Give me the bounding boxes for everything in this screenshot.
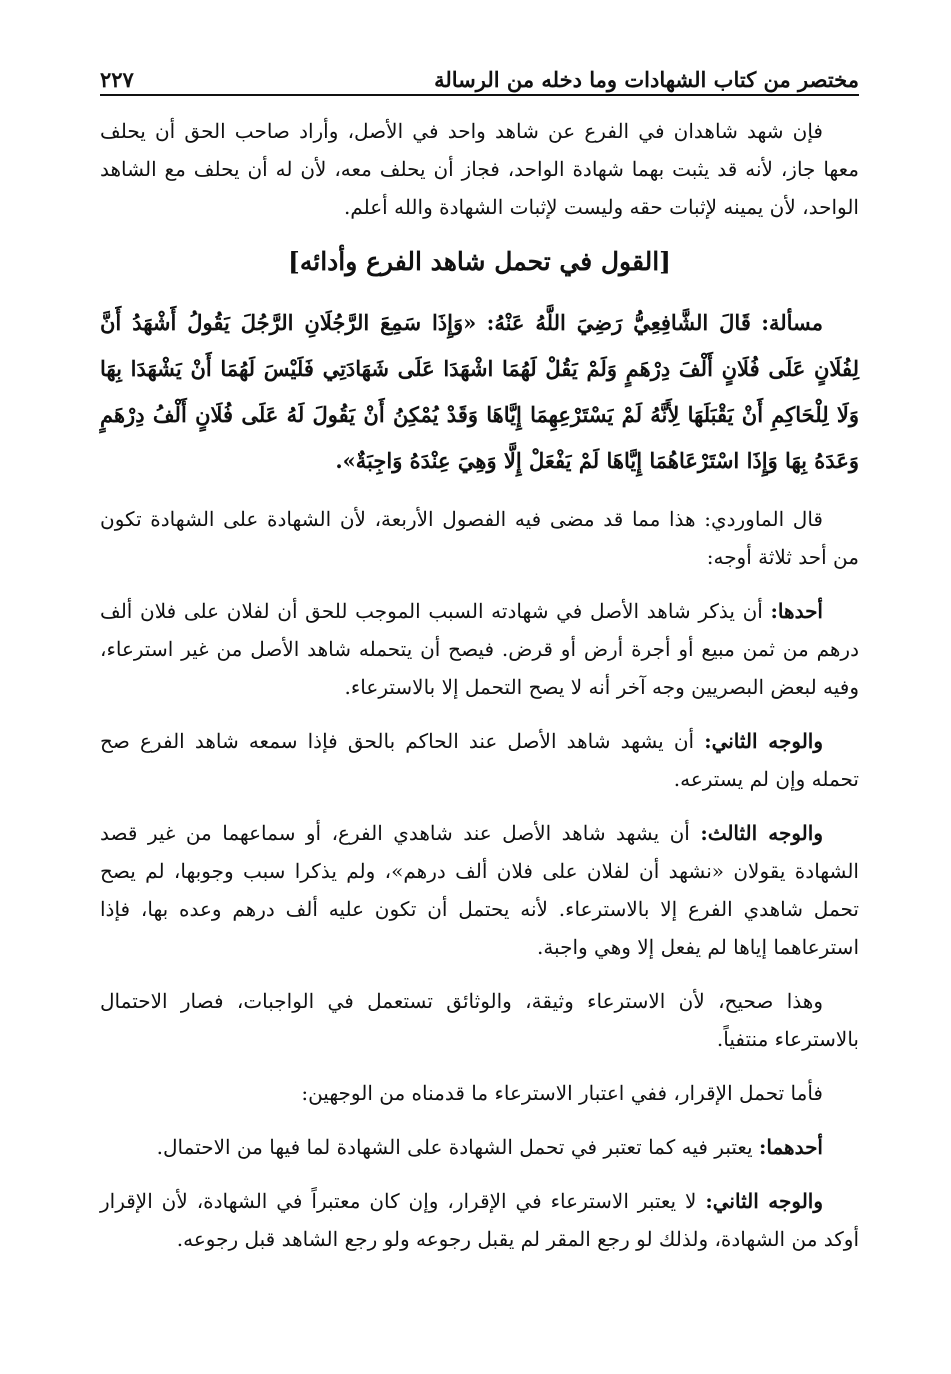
- wajh-2-paragraph: [100, 722, 859, 798]
- wajh-2-text: أن يشهد شاهد الأصل عند الحاكم بالحق فإذا سمعه شاهد الفرع صح تحمله وإن لم يسترعه.: [100, 729, 859, 791]
- masala-paragraph: [100, 300, 859, 484]
- iqrar-1-paragraph: [100, 1128, 859, 1166]
- wajh-1-paragraph: [100, 592, 859, 706]
- page-header: [100, 60, 859, 96]
- wajh-1-text: أن يذكر شاهد الأصل في شهادته السبب الموجب للحق أن لفلان على فلان ألف درهم من ثمن مبيع أو أجرة أرض أو قرض. فيصح أن يتحمله شاهد الأصل من غير استرعاء، وفيه لبعض البصريين وجه آخر أنه لا يصح التحمل إلا بالاسترعاء.: [100, 599, 859, 699]
- masala-quote: «وَإِذَا سَمِعَ الرَّجُلَانِ الرَّجُلَ يَقُولُ أَشْهَدُ أَنَّ لِفُلَانٍ عَلَى فُلَانٍ أَلْفَ دِرْهَمٍ وَلَمْ يَقُلْ لَهُمَا اشْهَدَا عَلَى شَهَادَتِي فَلَيْسَ لَهُمَا أَنْ يَشْهَدَا بِهَا وَلَا لِلْحَاكِمِ أَنْ يَقْبَلَهَا لِأَنَّهُ لَمْ يَسْتَرْعِهِمَا إِيَّاهَا وَقَدْ يُمْكِنُ أَنْ يَقُولَ لَهُ عَلَى فُلَانٍ أَلْفُ دِرْهَمٍ وَعَدَهُ بِهَا وَإِذَا اسْتَرْعَاهُمَا إِيَّاهَا لَمْ يَفْعَلْ إِلَّا وَهِيَ عِنْدَهُ وَاجِبَةٌ».: [100, 310, 859, 473]
- iqrar-2-paragraph: [100, 1182, 859, 1258]
- iqrar-1-text: يعتبر فيه كما تعتبر في تحمل الشهادة على الشهادة لما فيها من الاحتمال.: [156, 1135, 753, 1159]
- iqrar-paragraph: فأما تحمل الإقرار، ففي اعتبار الاسترعاء ما قدمناه من الوجهين:: [301, 1081, 823, 1105]
- iqrar-2-label: والوجه الثاني:: [705, 1189, 824, 1213]
- mawardi-paragraph: قال الماوردي: هذا مما قد مضى فيه الفصول الأربعة، لأن الشهادة على الشهادة تكون من أحد ثلاثة أوجه:: [100, 507, 859, 569]
- wajh-2-label: والوجه الثاني:: [704, 729, 824, 753]
- iqrar-2-text: لا يعتبر الاسترعاء في الإقرار، وإن كان معتبراً في الشهادة، لأن الإقرار أوكد من الشهادة، ولذلك لو رجع المقر لم يقبل رجوعه ولو رجع الشاهد قبل رجوعه.: [100, 1189, 859, 1251]
- masala-speaker: قَالَ الشَّافِعِيُّ رَضِيَ اللَّهُ عَنْهُ:: [486, 310, 751, 335]
- page-number: ٢٢٧: [100, 67, 134, 92]
- wajh-1-label: أحدها:: [770, 599, 823, 623]
- iqrar-1-label: أحدهما:: [758, 1135, 823, 1159]
- paragraph-opening: فإن شهد شاهدان في الفرع عن شاهد واحد في الأصل، وأراد صاحب الحق أن يحلف معها جاز، لأنه قد يثبت بهما شهادة الواحد، فجاز أن يحلف معه، لأن له أن يحلف مع الشاهد الواحد، لأن يمينه لإثبات حقه وليست لإثبات الشهادة والله أعلم.: [100, 119, 859, 219]
- masala-label: مسألة:: [761, 310, 823, 335]
- running-title: مختصر من كتاب الشهادات وما دخله من الرسالة: [434, 67, 859, 92]
- section-heading: [القول في تحمل شاهد الفرع وأدائه]: [288, 247, 671, 276]
- wajh-3-text: أن يشهد شاهد الأصل عند شاهدي الفرع، أو سماعهما من غير قصد الشهادة يقولان «نشهد أن لفلان على فلان ألف درهم»، ولم يذكرا سبب وجوبها، لم يصح تحمل شاهدي الفرع إلا بالاسترعاء. لأنه يحتمل أن تكون عليه ألف درهم وعده بها، فإذا استرعاهما إياها لم يفعل إلا وهي واجبة.: [100, 821, 859, 959]
- wajh-3-paragraph: [100, 814, 859, 966]
- wajh-3-label: والوجه الثالث:: [700, 821, 823, 845]
- sahih-paragraph: وهذا صحيح، لأن الاسترعاء وثيقة، والوثائق تستعمل في الواجبات، فصار الاحتمال بالاسترعاء منتفياً.: [100, 989, 859, 1051]
- page-body: [100, 112, 859, 1274]
